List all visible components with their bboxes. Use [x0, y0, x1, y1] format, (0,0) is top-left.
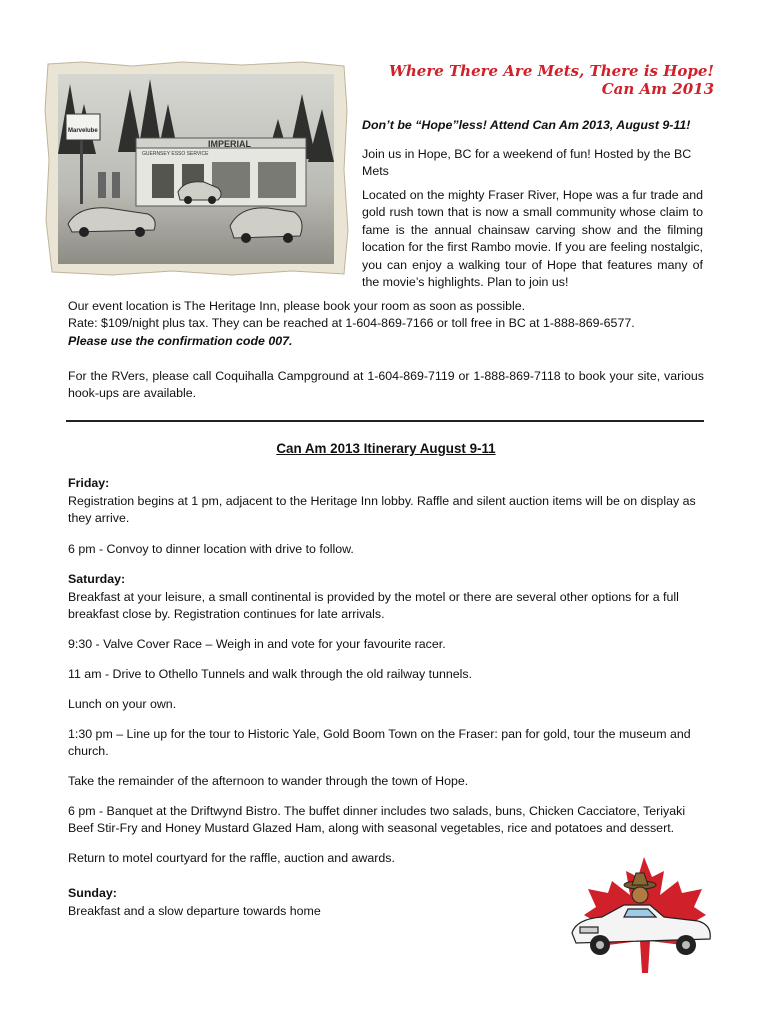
gas-station-photo [42, 60, 350, 278]
description-paragraph: Located on the mighty Fraser River, Hope was a fur trade and gold rush town that is now a small community whose claim to fame is the annual chainsaw carving show and the filming location for the first Rambo movie. If you are feeling nostalgic, you can enjoy a walking tour of Hope that features many of the movie’s highlights. Plan to join us! [362, 188, 703, 290]
itinerary-item: Lunch on your own. [68, 697, 177, 711]
title-line-2: Can Am 2013 [601, 80, 714, 98]
event-info [68, 298, 708, 350]
itinerary-item: 11 am - Drive to Othello Tunnels and walk through the old railway tunnels. [68, 667, 473, 681]
itinerary-item: 9:30 - Valve Cover Race – Weigh in and vote for your favourite racer. [68, 637, 446, 651]
itinerary-item: Return to motel courtyard for the raffle, auction and awards. [68, 851, 395, 865]
itinerary-item: 6 pm - Convoy to dinner location with drive to follow. [68, 542, 354, 556]
saturday-heading: Saturday: [68, 572, 126, 586]
event-rate: Rate: $109/night plus tax. They can be reached at 1-604-869-7166 or toll free in BC at 1-888-869-6577. [68, 316, 635, 331]
itinerary-item: Breakfast and a slow departure towards home [68, 904, 321, 918]
tagline: Don’t be “Hope”less! Attend Can Am 2013, August 9-11! [362, 118, 691, 132]
divider [66, 420, 704, 422]
itinerary-item: 6 pm - Banquet at the Driftwynd Bistro. The buffet dinner includes two salads, buns, Chicken Cacciatore, Teriyaki Beef Stir-Fry and Honey Mustard Glazed Ham, along with seasonal vegetables, rice and potatoes and dessert. [68, 804, 686, 836]
intro-paragraph: Join us in Hope, BC for a weekend of fun! Hosted by the BC Mets [362, 147, 692, 179]
event-location: Our event location is The Heritage Inn, please book your room as soon as possible. [68, 299, 526, 313]
title-line-1: Where There Are Mets, There is Hope! [389, 62, 714, 80]
friday-heading: Friday: [68, 476, 110, 490]
confirmation-code: Please use the confirmation code 007. [68, 333, 293, 348]
event-title [358, 62, 714, 98]
itinerary-item: Registration begins at 1 pm, adjacent to the Heritage Inn lobby. Raffle and silent auction items will be on display as they arrive. [68, 494, 696, 526]
sunday-heading: Sunday: [68, 886, 117, 900]
station-sign-text: GUERNSEY ESSO SERVICE [142, 151, 209, 157]
imperial-sign-text: IMPERIAL [208, 139, 252, 149]
itinerary-item: Take the remainder of the afternoon to wander through the town of Hope. [68, 774, 469, 788]
maple-leaf-car-logo-icon [566, 855, 722, 983]
itinerary-item: 1:30 pm – Line up for the tour to Historic Yale, Gold Boom Town on the Fraser: pan for gold, tour the museum and church. [68, 727, 691, 759]
itinerary-title: Can Am 2013 Itinerary August 9-11 [276, 441, 496, 456]
itinerary-item: Breakfast at your leisure, a small continental is provided by the motel or there are several other options for a full breakfast close by. Registration continues for late arrivals. [68, 590, 679, 622]
marvelube-sign-text: Marvelube [68, 128, 98, 134]
rv-info: For the RVers, please call Coquihalla Campground at 1-604-869-7119 or 1-888-869-7118 to book your site, various hook-ups are available. [68, 369, 704, 401]
